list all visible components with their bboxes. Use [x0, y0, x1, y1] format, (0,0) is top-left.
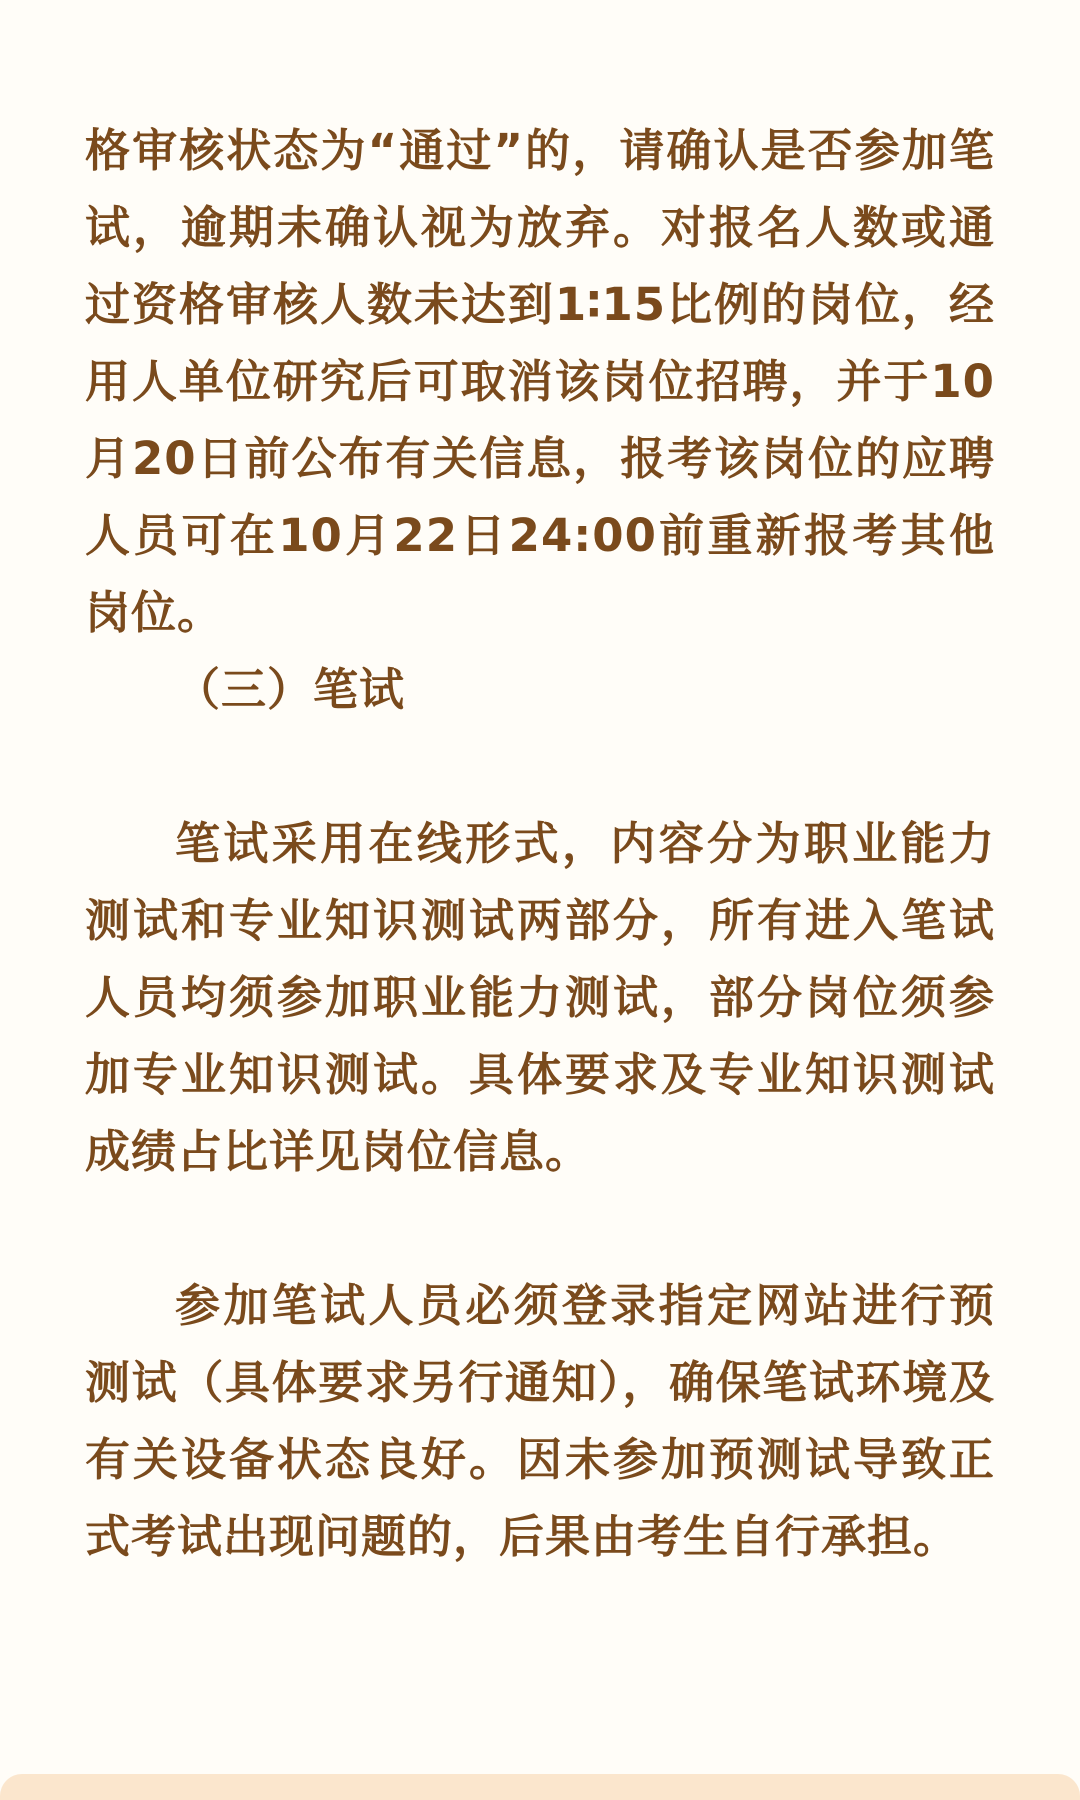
- paragraph-qualification-confirmation: 格审核状态为“通过”的，请确认是否参加笔试，逾期未确认视为放弃。对报名人数或通过资格审核人数未达到1∶15比例的岗位，经用人单位研究后可取消该岗位招聘，并于10月20日前公布有关信息，报考该岗位的应聘人员可在10月22日24:00前重新报考其他岗位。: [85, 124, 995, 639]
- section-heading-written-exam: （三）笔试: [175, 663, 406, 716]
- paragraph-pre-test: 参加笔试人员必须登录指定网站进行预测试（具体要求另行通知），确保笔试环境及有关设备状态良好。因未参加预测试导致正式考试出现问题的，后果由考生自行承担。: [85, 1279, 995, 1563]
- article-body: [85, 112, 995, 1575]
- paragraph-exam-format: 笔试采用在线形式，内容分为职业能力测试和专业知识测试两部分，所有进入笔试人员均须参加职业能力测试，部分岗位须参加专业知识测试。具体要求及专业知识测试成绩占比详见岗位信息。: [85, 817, 995, 1178]
- bottom-decorative-band: [0, 1774, 1080, 1800]
